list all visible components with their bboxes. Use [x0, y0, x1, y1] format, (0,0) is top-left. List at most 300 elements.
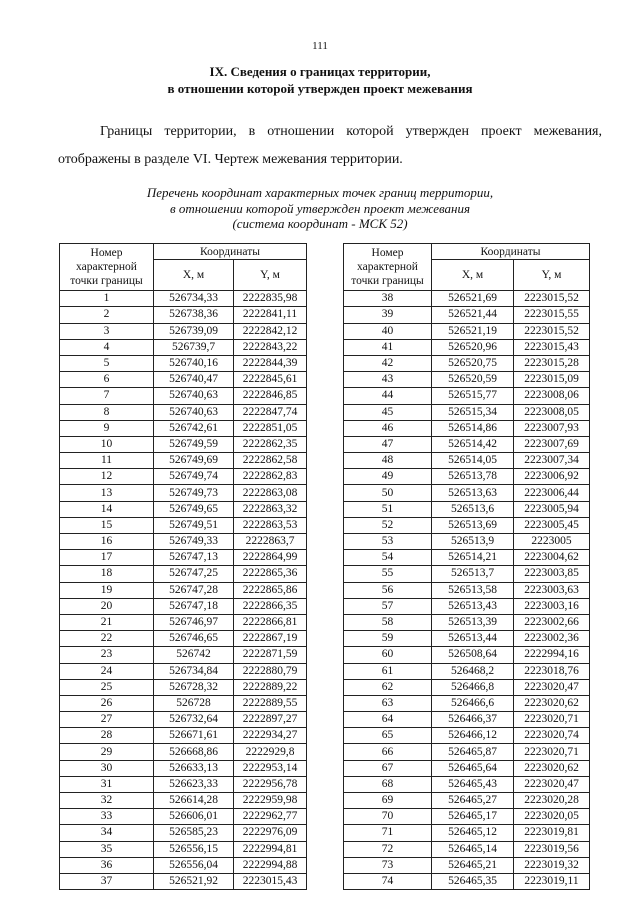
- y-coordinate-cell: 2222994,16: [514, 647, 590, 663]
- table-row: [344, 728, 590, 744]
- table-caption: [0, 185, 640, 232]
- x-coordinate-cell: 526749,69: [154, 453, 234, 469]
- x-coordinate-cell: 526513,69: [432, 517, 514, 533]
- y-coordinate-cell: 2222851,05: [234, 420, 307, 436]
- table-row: [60, 291, 307, 307]
- y-coordinate-cell: 2223015,28: [514, 355, 590, 371]
- table-row: [344, 614, 590, 630]
- point-number-cell: 53: [344, 534, 432, 550]
- y-coordinate-cell: 2222863,32: [234, 501, 307, 517]
- y-coordinate-cell: 2222844,39: [234, 355, 307, 371]
- y-coordinate-cell: 2222962,77: [234, 809, 307, 825]
- y-coordinate-cell: 2222867,19: [234, 631, 307, 647]
- point-number-cell: 21: [60, 614, 154, 630]
- table-row: [60, 841, 307, 857]
- y-coordinate-cell: 2223007,34: [514, 453, 590, 469]
- coordinates-table-left: [59, 243, 307, 890]
- y-coordinate-cell: 2222865,36: [234, 566, 307, 582]
- y-coordinate-cell: 2223002,66: [514, 614, 590, 630]
- point-number-cell: 74: [344, 873, 432, 889]
- point-number-cell: 51: [344, 501, 432, 517]
- y-coordinate-cell: 2222845,61: [234, 372, 307, 388]
- point-number-cell: 14: [60, 501, 154, 517]
- table-row: [344, 695, 590, 711]
- y-coordinate-cell: 2222863,53: [234, 517, 307, 533]
- x-coordinate-cell: 526742: [154, 647, 234, 663]
- x-coordinate-cell: 526521,69: [432, 291, 514, 307]
- table-row: [344, 388, 590, 404]
- y-coordinate-cell: 2222994,81: [234, 841, 307, 857]
- table-caption-line3: (система координат - МСК 52): [232, 216, 408, 231]
- y-coordinate-cell: 2222863,08: [234, 485, 307, 501]
- y-coordinate-cell: 2222897,27: [234, 712, 307, 728]
- table-row: [60, 663, 307, 679]
- table-row: [344, 566, 590, 582]
- table-row: [344, 809, 590, 825]
- x-coordinate-cell: 526732,64: [154, 712, 234, 728]
- x-coordinate-cell: 526465,14: [432, 841, 514, 857]
- page-number: 111: [312, 40, 328, 52]
- table-row: [60, 388, 307, 404]
- y-coordinate-cell: 2223002,36: [514, 631, 590, 647]
- y-coordinate-cell: 2222929,8: [234, 744, 307, 760]
- table-row: [60, 776, 307, 792]
- point-number-cell: 12: [60, 469, 154, 485]
- point-number-cell: 70: [344, 809, 432, 825]
- x-coordinate-cell: 526513,78: [432, 469, 514, 485]
- x-header: X, м: [432, 260, 514, 291]
- point-number-cell: 28: [60, 728, 154, 744]
- table-row: [344, 712, 590, 728]
- y-coordinate-cell: 2223020,71: [514, 744, 590, 760]
- point-number-cell: 10: [60, 436, 154, 452]
- y-coordinate-cell: 2222871,59: [234, 647, 307, 663]
- body-paragraph-line1: Границы территории, в отношении которой утвержден проект межевания,: [100, 124, 602, 139]
- x-coordinate-cell: 526514,21: [432, 550, 514, 566]
- point-number-cell: 37: [60, 873, 154, 889]
- y-coordinate-cell: 2223020,05: [514, 809, 590, 825]
- body-paragraph-line2: отображены в разделе VI. Чертеж межевания территории.: [58, 152, 403, 167]
- x-coordinate-cell: 526520,96: [432, 339, 514, 355]
- point-number-cell: 44: [344, 388, 432, 404]
- point-number-cell: 8: [60, 404, 154, 420]
- point-number-cell: 25: [60, 679, 154, 695]
- point-number-cell: 71: [344, 825, 432, 841]
- table-row: [344, 825, 590, 841]
- table-row: [344, 647, 590, 663]
- point-number-cell: 47: [344, 436, 432, 452]
- point-number-cell: 43: [344, 372, 432, 388]
- y-coordinate-cell: 2223015,09: [514, 372, 590, 388]
- table-row: [60, 873, 307, 889]
- x-coordinate-cell: 526749,59: [154, 436, 234, 452]
- x-coordinate-cell: 526465,17: [432, 809, 514, 825]
- x-coordinate-cell: 526740,47: [154, 372, 234, 388]
- x-coordinate-cell: 526740,16: [154, 355, 234, 371]
- point-number-cell: 48: [344, 453, 432, 469]
- section-heading: [0, 63, 640, 97]
- table-row: [60, 566, 307, 582]
- table-row: [344, 372, 590, 388]
- x-coordinate-cell: 526747,28: [154, 582, 234, 598]
- section-heading-line1: IX. Сведения о границах территории,: [209, 64, 431, 79]
- point-number-header-line2: характерной: [76, 261, 137, 274]
- table-row: [344, 857, 590, 873]
- y-coordinate-cell: 2222865,86: [234, 582, 307, 598]
- point-number-cell: 11: [60, 453, 154, 469]
- section-heading-line2: в отношении которой утвержден проект межевания: [167, 81, 473, 96]
- y-coordinate-cell: 2223004,62: [514, 550, 590, 566]
- x-coordinate-cell: 526614,28: [154, 793, 234, 809]
- y-coordinate-cell: 2222994,88: [234, 857, 307, 873]
- table-row: [344, 550, 590, 566]
- x-coordinate-cell: 526749,73: [154, 485, 234, 501]
- y-header: Y, м: [234, 260, 307, 291]
- table-row: [344, 841, 590, 857]
- point-number-cell: 3: [60, 323, 154, 339]
- point-number-cell: 18: [60, 566, 154, 582]
- table-row: [344, 598, 590, 614]
- table-row: [60, 420, 307, 436]
- x-coordinate-cell: 526749,51: [154, 517, 234, 533]
- x-coordinate-cell: 526728,32: [154, 679, 234, 695]
- point-number-cell: 39: [344, 307, 432, 323]
- y-coordinate-cell: 2223019,56: [514, 841, 590, 857]
- y-coordinate-cell: 2222880,79: [234, 663, 307, 679]
- table-row: [60, 598, 307, 614]
- table-row: [344, 420, 590, 436]
- point-number-cell: 19: [60, 582, 154, 598]
- point-number-cell: 61: [344, 663, 432, 679]
- table-row: [60, 793, 307, 809]
- x-coordinate-cell: 526739,09: [154, 323, 234, 339]
- y-coordinate-cell: 2222934,27: [234, 728, 307, 744]
- table-row: [60, 631, 307, 647]
- y-coordinate-cell: 2222956,78: [234, 776, 307, 792]
- point-number-cell: 4: [60, 339, 154, 355]
- table-row: [344, 534, 590, 550]
- point-number-header-line3: точки границы: [351, 275, 424, 288]
- point-number-cell: 41: [344, 339, 432, 355]
- x-coordinate-cell: 526514,86: [432, 420, 514, 436]
- x-coordinate-cell: 526465,27: [432, 793, 514, 809]
- y-coordinate-cell: 2223008,05: [514, 404, 590, 420]
- y-coordinate-cell: 2223005: [514, 534, 590, 550]
- y-coordinate-cell: 2223003,16: [514, 598, 590, 614]
- y-coordinate-cell: 2222866,35: [234, 598, 307, 614]
- point-number-cell: 56: [344, 582, 432, 598]
- table-row: [60, 679, 307, 695]
- y-coordinate-cell: 2222847,74: [234, 404, 307, 420]
- x-coordinate-cell: 526556,15: [154, 841, 234, 857]
- x-coordinate-cell: 526465,64: [432, 760, 514, 776]
- point-number-cell: 16: [60, 534, 154, 550]
- x-header: X, м: [154, 260, 234, 291]
- x-coordinate-cell: 526465,12: [432, 825, 514, 841]
- point-number-cell: 52: [344, 517, 432, 533]
- point-number-cell: 22: [60, 631, 154, 647]
- point-number-cell: 31: [60, 776, 154, 792]
- point-number-cell: 60: [344, 647, 432, 663]
- point-number-cell: 45: [344, 404, 432, 420]
- y-coordinate-cell: 2222835,98: [234, 291, 307, 307]
- point-number-cell: 38: [344, 291, 432, 307]
- x-coordinate-cell: 526671,61: [154, 728, 234, 744]
- y-coordinate-cell: 2222866,81: [234, 614, 307, 630]
- x-coordinate-cell: 526513,58: [432, 582, 514, 598]
- x-coordinate-cell: 526740,63: [154, 404, 234, 420]
- x-coordinate-cell: 526508,64: [432, 647, 514, 663]
- table-row: [344, 355, 590, 371]
- x-coordinate-cell: 526513,63: [432, 485, 514, 501]
- y-coordinate-cell: 2223015,55: [514, 307, 590, 323]
- point-number-cell: 30: [60, 760, 154, 776]
- y-coordinate-cell: 2223020,71: [514, 712, 590, 728]
- point-number-header-line3: точки границы: [70, 275, 143, 288]
- x-coordinate-cell: 526749,33: [154, 534, 234, 550]
- point-number-cell: 46: [344, 420, 432, 436]
- y-coordinate-cell: 2223020,47: [514, 776, 590, 792]
- y-coordinate-cell: 2222889,55: [234, 695, 307, 711]
- y-coordinate-cell: 2223003,85: [514, 566, 590, 582]
- x-coordinate-cell: 526466,12: [432, 728, 514, 744]
- table-row: [344, 517, 590, 533]
- x-coordinate-cell: 526747,25: [154, 566, 234, 582]
- point-number-cell: 6: [60, 372, 154, 388]
- table-row: [60, 647, 307, 663]
- x-coordinate-cell: 526728: [154, 695, 234, 711]
- point-number-cell: 15: [60, 517, 154, 533]
- y-coordinate-cell: 2222862,58: [234, 453, 307, 469]
- point-number-cell: 23: [60, 647, 154, 663]
- x-coordinate-cell: 526606,01: [154, 809, 234, 825]
- y-header: Y, м: [514, 260, 590, 291]
- point-number-cell: 58: [344, 614, 432, 630]
- point-number-cell: 54: [344, 550, 432, 566]
- table-row: [60, 436, 307, 452]
- table-row: [344, 793, 590, 809]
- point-number-cell: 1: [60, 291, 154, 307]
- point-number-cell: 33: [60, 809, 154, 825]
- table-row: [60, 809, 307, 825]
- y-coordinate-cell: 2223007,69: [514, 436, 590, 452]
- y-coordinate-cell: 2223019,11: [514, 873, 590, 889]
- point-number-cell: 64: [344, 712, 432, 728]
- x-coordinate-cell: 526747,18: [154, 598, 234, 614]
- table-row: [60, 404, 307, 420]
- table-row: [344, 469, 590, 485]
- point-number-cell: 35: [60, 841, 154, 857]
- y-coordinate-cell: 2222976,09: [234, 825, 307, 841]
- x-coordinate-cell: 526513,44: [432, 631, 514, 647]
- table-row: [60, 695, 307, 711]
- table-row: [344, 485, 590, 501]
- y-coordinate-cell: 2222889,22: [234, 679, 307, 695]
- table-row: [344, 323, 590, 339]
- x-coordinate-cell: 526468,2: [432, 663, 514, 679]
- table-row: [60, 857, 307, 873]
- table-row: [60, 825, 307, 841]
- x-coordinate-cell: 526734,33: [154, 291, 234, 307]
- coordinates-rows-right: [344, 291, 590, 890]
- x-coordinate-cell: 526515,34: [432, 404, 514, 420]
- table-row: [344, 744, 590, 760]
- x-coordinate-cell: 526623,33: [154, 776, 234, 792]
- y-coordinate-cell: 2223005,45: [514, 517, 590, 533]
- y-coordinate-cell: 2223006,92: [514, 469, 590, 485]
- table-row: [60, 760, 307, 776]
- table-row: [60, 550, 307, 566]
- x-coordinate-cell: 526556,04: [154, 857, 234, 873]
- x-coordinate-cell: 526514,42: [432, 436, 514, 452]
- x-coordinate-cell: 526734,84: [154, 663, 234, 679]
- y-coordinate-cell: 2222846,85: [234, 388, 307, 404]
- x-coordinate-cell: 526742,61: [154, 420, 234, 436]
- table-row: [344, 663, 590, 679]
- y-coordinate-cell: 2222959,98: [234, 793, 307, 809]
- y-coordinate-cell: 2223005,94: [514, 501, 590, 517]
- table-caption-line2: в отношении которой утвержден проект межевания: [169, 200, 471, 216]
- body-paragraph: [58, 118, 602, 174]
- x-coordinate-cell: 526513,39: [432, 614, 514, 630]
- x-coordinate-cell: 526520,59: [432, 372, 514, 388]
- table-caption-line1: Перечень координат характерных точек границ территории,: [146, 185, 494, 200]
- table-row: [344, 501, 590, 517]
- point-number-cell: 34: [60, 825, 154, 841]
- point-number-header-line1: Номер: [90, 247, 123, 260]
- table-row: [60, 469, 307, 485]
- table-row: [344, 582, 590, 598]
- y-coordinate-cell: 2223015,43: [514, 339, 590, 355]
- point-number-cell: 20: [60, 598, 154, 614]
- table-row: [60, 712, 307, 728]
- y-coordinate-cell: 2222862,83: [234, 469, 307, 485]
- point-number-cell: 63: [344, 695, 432, 711]
- table-row: [60, 323, 307, 339]
- coordinates-table-right: [343, 243, 590, 890]
- x-coordinate-cell: 526739,7: [154, 339, 234, 355]
- table-row: [344, 307, 590, 323]
- table-row: [344, 404, 590, 420]
- table-row: [344, 631, 590, 647]
- point-number-cell: 17: [60, 550, 154, 566]
- point-number-cell: 69: [344, 793, 432, 809]
- x-coordinate-cell: 526740,63: [154, 388, 234, 404]
- y-coordinate-cell: 2223020,74: [514, 728, 590, 744]
- table-row: [60, 355, 307, 371]
- x-coordinate-cell: 526749,74: [154, 469, 234, 485]
- y-coordinate-cell: 2223006,44: [514, 485, 590, 501]
- point-number-cell: 26: [60, 695, 154, 711]
- x-coordinate-cell: 526465,35: [432, 873, 514, 889]
- point-number-cell: 32: [60, 793, 154, 809]
- table-row: [344, 339, 590, 355]
- point-number-cell: 55: [344, 566, 432, 582]
- table-row: [60, 339, 307, 355]
- table-row: [344, 760, 590, 776]
- point-number-header-line2: характерной: [357, 261, 418, 274]
- y-coordinate-cell: 2223015,43: [234, 873, 307, 889]
- x-coordinate-cell: 526513,7: [432, 566, 514, 582]
- x-coordinate-cell: 526747,13: [154, 550, 234, 566]
- y-coordinate-cell: 2222842,12: [234, 323, 307, 339]
- x-coordinate-cell: 526466,37: [432, 712, 514, 728]
- y-coordinate-cell: 2222863,7: [234, 534, 307, 550]
- x-coordinate-cell: 526746,65: [154, 631, 234, 647]
- point-number-cell: 27: [60, 712, 154, 728]
- table-row: [60, 744, 307, 760]
- x-coordinate-cell: 526746,97: [154, 614, 234, 630]
- coordinates-header: Координаты: [432, 244, 590, 260]
- point-number-header: [60, 244, 154, 291]
- y-coordinate-cell: 2222953,14: [234, 760, 307, 776]
- table-row: [60, 582, 307, 598]
- x-coordinate-cell: 526738,36: [154, 307, 234, 323]
- table-row: [344, 873, 590, 889]
- coordinates-header: Координаты: [154, 244, 307, 260]
- table-row: [60, 534, 307, 550]
- point-number-cell: 50: [344, 485, 432, 501]
- table-row: [344, 679, 590, 695]
- point-number-cell: 49: [344, 469, 432, 485]
- table-row: [344, 453, 590, 469]
- point-number-cell: 73: [344, 857, 432, 873]
- table-row: [60, 453, 307, 469]
- point-number-cell: 40: [344, 323, 432, 339]
- point-number-cell: 5: [60, 355, 154, 371]
- y-coordinate-cell: 2223018,76: [514, 663, 590, 679]
- x-coordinate-cell: 526466,6: [432, 695, 514, 711]
- table-row: [344, 436, 590, 452]
- table-row: [60, 501, 307, 517]
- y-coordinate-cell: 2222862,35: [234, 436, 307, 452]
- point-number-cell: 13: [60, 485, 154, 501]
- x-coordinate-cell: 526633,13: [154, 760, 234, 776]
- x-coordinate-cell: 526521,92: [154, 873, 234, 889]
- y-coordinate-cell: 2222843,22: [234, 339, 307, 355]
- x-coordinate-cell: 526520,75: [432, 355, 514, 371]
- point-number-cell: 62: [344, 679, 432, 695]
- y-coordinate-cell: 2222864,99: [234, 550, 307, 566]
- x-coordinate-cell: 526466,8: [432, 679, 514, 695]
- x-coordinate-cell: 526513,6: [432, 501, 514, 517]
- y-coordinate-cell: 2223003,63: [514, 582, 590, 598]
- y-coordinate-cell: 2223015,52: [514, 323, 590, 339]
- point-number-cell: 2: [60, 307, 154, 323]
- table-row: [60, 307, 307, 323]
- point-number-cell: 36: [60, 857, 154, 873]
- x-coordinate-cell: 526513,43: [432, 598, 514, 614]
- point-number-header: [344, 244, 432, 291]
- table-row: [60, 485, 307, 501]
- y-coordinate-cell: 2222841,11: [234, 307, 307, 323]
- point-number-cell: 68: [344, 776, 432, 792]
- point-number-cell: 24: [60, 663, 154, 679]
- x-coordinate-cell: 526465,43: [432, 776, 514, 792]
- coordinates-rows-left: [60, 291, 307, 890]
- point-number-cell: 7: [60, 388, 154, 404]
- point-number-cell: 42: [344, 355, 432, 371]
- x-coordinate-cell: 526668,86: [154, 744, 234, 760]
- y-coordinate-cell: 2223020,47: [514, 679, 590, 695]
- x-coordinate-cell: 526513,9: [432, 534, 514, 550]
- y-coordinate-cell: 2223019,81: [514, 825, 590, 841]
- table-row: [60, 517, 307, 533]
- x-coordinate-cell: 526521,19: [432, 323, 514, 339]
- table-row: [344, 291, 590, 307]
- y-coordinate-cell: 2223020,62: [514, 695, 590, 711]
- table-row: [60, 728, 307, 744]
